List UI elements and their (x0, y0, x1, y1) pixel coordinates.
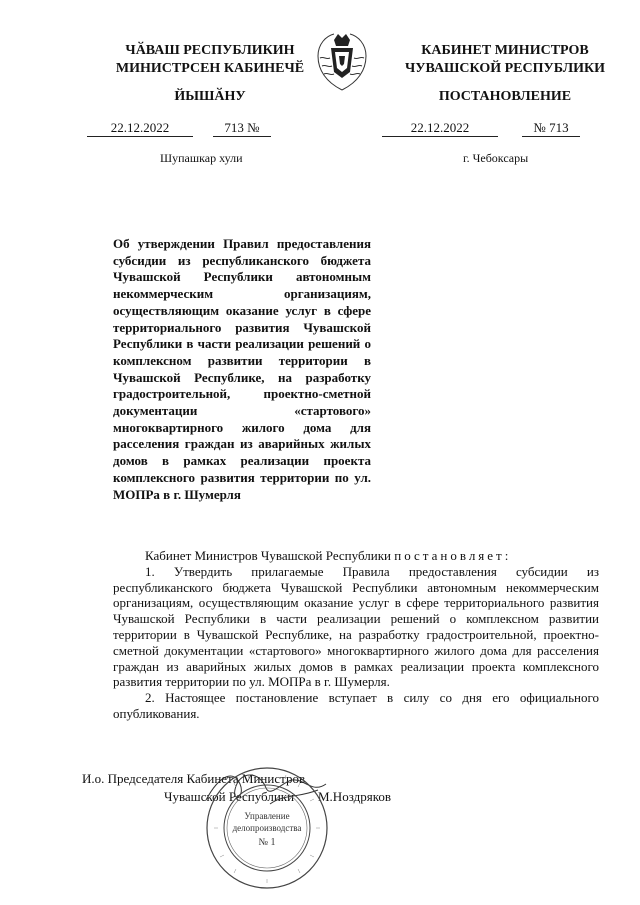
doc-type-russian: ПОСТАНОВЛЕНИЕ (438, 89, 572, 104)
doc-type-chuvash: ЙЫШӐНУ (174, 89, 246, 104)
paragraph-2: 2. Настоящее постановление вступает в силу со дня его официального опубликования. (113, 690, 599, 721)
document-title: Об утверждении Правил предоставления субсидии из республиканского бюджета Чувашской Республики автономным некоммерческим организациям, осуществляющим оказание услуг в сфере территориального развития Чувашской Республики в части реализации решений о комплексном развитии территории в Чувашской Республике, на разработку градостроительной, проектно-сметной документации «стартового» многоквартирного жилого дома для расселения граждан из аварийных жилых домов в рамках реализации проекта комплексного развития территории по ул. МОПРа в г. Шумерля (113, 236, 371, 502)
intro-paragraph (113, 548, 599, 564)
header-left-line1: ЧӐВАШ РЕСПУБЛИКИН (125, 43, 295, 58)
intro-verb: постановляет: (394, 548, 512, 563)
paragraph-1: 1. Утвердить прилагаемые Правила предоставления субсидии из республиканского бюджета Чувашской Республики автономным некоммерческим организациям, осуществляющим оказание услуг в сфере территориального развития Чувашской Республики в части реализации решений о комплексном развитии территории в Чувашской Республике, на разработку градостроительной, проектно-сметной документации «стартового» многоквартирного жилого дома для расселения граждан из аварийных жилых домов в рамках реализации проекта комплексного развития территории по ул. МОПРа в г. Шумерля. (113, 563, 599, 690)
right-place: г. Чебоксары (463, 151, 529, 165)
left-place: Шупашкар хули (160, 151, 243, 165)
header-left (95, 42, 325, 78)
official-stamp (204, 765, 330, 891)
svg-text:делопроизводства: делопроизводства (232, 823, 302, 833)
signature-name: М.Ноздряков (318, 789, 391, 804)
header-left-line2: МИНИСТРСЕН КАБИНЕЧӖ (115, 61, 305, 76)
stamp-seal-icon (204, 765, 330, 891)
right-date: 22.12.2022 (382, 120, 498, 137)
document-body (113, 548, 599, 722)
signature-line1: И.о. Председателя Кабинета Министров (82, 771, 306, 786)
svg-text:Управление: Управление (244, 811, 290, 821)
coat-of-arms-emblem (312, 26, 372, 92)
intro-text: Кабинет Министров Чувашской Республики (145, 548, 391, 563)
left-number: 713 № (213, 120, 271, 137)
header-right-line2: ЧУВАШСКОЙ РЕСПУБЛИКИ (404, 61, 606, 76)
svg-text:№ 1: № 1 (258, 837, 276, 848)
right-number: № 713 (522, 120, 580, 137)
emblem-icon (312, 26, 372, 92)
left-date: 22.12.2022 (87, 120, 193, 137)
signature-line2: Чувашской Республики (164, 789, 295, 804)
header-right (385, 42, 625, 78)
header-right-line1: КАБИНЕТ МИНИСТРОВ (421, 43, 589, 58)
